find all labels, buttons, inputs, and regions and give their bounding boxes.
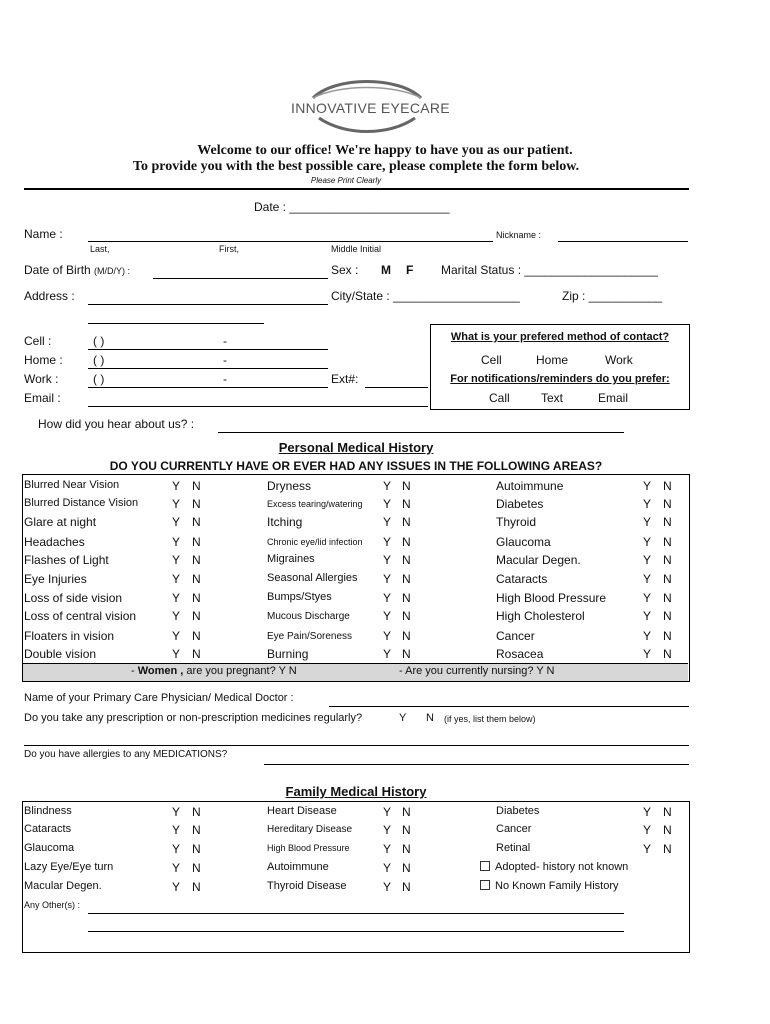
personal-yes-option[interactable]: Y	[172, 535, 181, 549]
personal-no-option[interactable]: N	[192, 591, 201, 605]
pregnancy-row-shade	[23, 663, 688, 681]
personal-yes-option[interactable]: Y	[383, 647, 392, 661]
work-input[interactable]	[88, 387, 328, 388]
personal-yes-option[interactable]: Y	[643, 553, 652, 567]
referral-label: How did you hear about us? :	[38, 417, 195, 431]
cell-area-code: ( )	[93, 334, 105, 348]
family-condition-label: Blindness	[24, 805, 72, 817]
personal-history-subtitle: DO YOU CURRENTLY HAVE OR EVER HAD ANY ISSUES IN THE FOLLOWING AREAS?	[109, 459, 603, 473]
personal-no-option[interactable]: N	[402, 553, 411, 567]
personal-no-option[interactable]: N	[663, 479, 672, 493]
personal-condition-label: Cancer	[496, 629, 535, 643]
personal-yes-option[interactable]: Y	[643, 515, 652, 529]
personal-yes-option[interactable]: Y	[643, 497, 652, 511]
contact-option-cell[interactable]: Cell	[481, 353, 502, 367]
personal-yes-option[interactable]: Y	[643, 629, 652, 643]
home-input[interactable]	[88, 368, 328, 369]
family-yes-option[interactable]: Y	[643, 823, 652, 837]
personal-no-option[interactable]: N	[663, 553, 672, 567]
notify-option-email[interactable]: Email	[598, 391, 629, 405]
sex-label: Sex :	[331, 263, 359, 277]
dob-input[interactable]	[153, 278, 328, 279]
personal-no-option[interactable]: N	[402, 497, 411, 511]
personal-yes-option[interactable]: Y	[383, 591, 392, 605]
personal-yes-option[interactable]: Y	[383, 497, 392, 511]
personal-yes-option[interactable]: Y	[172, 591, 181, 605]
nickname-label: Nickname :	[496, 230, 542, 240]
pregnancy-women-label: Women ,	[137, 665, 184, 677]
personal-no-option[interactable]: N	[192, 572, 201, 586]
personal-yes-option[interactable]: Y	[383, 535, 392, 549]
nickname-input[interactable]	[558, 241, 688, 242]
family-no-option[interactable]: N	[663, 823, 672, 837]
family-condition-label: Cataracts	[24, 823, 72, 835]
personal-condition-label: Glare at night	[24, 515, 97, 529]
zip-field[interactable]: Zip : ___________	[562, 289, 663, 303]
personal-no-option[interactable]: N	[402, 647, 411, 661]
personal-no-option[interactable]: N	[663, 572, 672, 586]
cell-dash: -	[223, 334, 227, 348]
personal-no-option[interactable]: N	[402, 591, 411, 605]
personal-condition-label: Seasonal Allergies	[267, 572, 358, 584]
personal-condition-label: Floaters in vision	[24, 629, 115, 643]
family-yes-option[interactable]: Y	[383, 823, 392, 837]
adopted-label: Adopted- history not known	[495, 861, 629, 873]
header-rule	[24, 188, 689, 190]
personal-condition-label: High Cholesterol	[496, 609, 585, 623]
contact-option-work[interactable]: Work	[605, 353, 633, 367]
personal-yes-option[interactable]: Y	[643, 609, 652, 623]
personal-no-option[interactable]: N	[663, 535, 672, 549]
family-no-option[interactable]: N	[663, 842, 672, 856]
home-dash: -	[223, 353, 227, 367]
family-history-title: Family Medical History	[285, 784, 427, 799]
nursing-question[interactable]: - Are you currently nursing? Y N	[399, 665, 555, 677]
referral-input[interactable]	[218, 432, 624, 433]
first-name-hint: First,	[219, 244, 239, 254]
personal-yes-option[interactable]: Y	[643, 479, 652, 493]
work-label: Work :	[24, 372, 59, 386]
personal-yes-option[interactable]: Y	[172, 647, 181, 661]
cell-label: Cell :	[24, 334, 52, 348]
personal-condition-label: High Blood Pressure	[496, 591, 607, 605]
personal-history-title: Personal Medical History	[278, 440, 434, 455]
family-yes-option[interactable]: Y	[643, 805, 652, 819]
personal-condition-label: Migraines	[267, 553, 315, 565]
ext-label: Ext#:	[331, 372, 359, 386]
dob-label	[24, 263, 130, 277]
notification-preference-question: For notifications/reminders do you prefer:	[450, 373, 670, 385]
family-condition-label: Hereditary Disease	[267, 824, 353, 835]
contact-option-home[interactable]: Home	[536, 353, 569, 367]
personal-no-option[interactable]: N	[402, 629, 411, 643]
personal-condition-label: Macular Degen.	[496, 553, 581, 567]
personal-yes-option[interactable]: Y	[172, 629, 181, 643]
personal-no-option[interactable]: N	[402, 535, 411, 549]
no-known-history-checkbox[interactable]	[480, 880, 490, 890]
pregnancy-question[interactable]	[131, 665, 297, 677]
allergies-question: Do you have allergies to any MEDICATIONS?	[24, 749, 228, 760]
other-conditions-input-1[interactable]	[88, 913, 624, 914]
family-condition-label: Autoimmune	[267, 861, 329, 873]
physician-label: Name of your Primary Care Physician/ Medical Doctor :	[24, 692, 294, 704]
print-clearly-note: Please Print Clearly	[310, 176, 382, 185]
email-label: Email :	[24, 391, 61, 405]
family-yes-option[interactable]: Y	[172, 805, 181, 819]
allergies-input[interactable]	[264, 764, 689, 765]
personal-condition-label: Thyroid	[496, 515, 537, 529]
middle-initial-hint: Middle Initial	[331, 244, 382, 254]
family-yes-option[interactable]: Y	[643, 842, 652, 856]
personal-yes-option[interactable]: Y	[383, 572, 392, 586]
work-area-code: ( )	[93, 372, 105, 386]
family-condition-label: Macular Degen.	[24, 880, 102, 892]
personal-condition-label: Mucous Discharge	[267, 611, 350, 622]
family-yes-option[interactable]: Y	[383, 880, 392, 894]
name-label: Name :	[24, 227, 63, 241]
personal-no-option[interactable]: N	[663, 629, 672, 643]
city-state-field[interactable]: City/State : ___________________	[331, 289, 520, 303]
family-no-option[interactable]: N	[192, 861, 201, 875]
personal-condition-label: Loss of side vision	[24, 591, 123, 605]
family-yes-option[interactable]: Y	[383, 861, 392, 875]
work-dash: -	[223, 372, 227, 386]
personal-yes-option[interactable]: Y	[172, 609, 181, 623]
personal-no-option[interactable]: N	[192, 553, 201, 567]
personal-condition-label: Rosacea	[496, 647, 544, 661]
personal-condition-label: Itching	[267, 515, 303, 529]
family-no-option[interactable]: N	[192, 880, 201, 894]
pregnancy-question-text: are you pregnant? Y N	[183, 665, 297, 677]
medications-list-input[interactable]	[24, 745, 689, 746]
personal-yes-option[interactable]: Y	[643, 591, 652, 605]
physician-input[interactable]	[329, 706, 689, 707]
ext-input[interactable]	[365, 387, 428, 388]
family-no-option[interactable]: N	[402, 842, 411, 856]
personal-condition-label: Autoimmune	[496, 479, 564, 493]
dob-format: (M/D/Y) :	[94, 266, 131, 276]
personal-condition-label: Blurred Near Vision	[24, 479, 120, 491]
personal-no-option[interactable]: N	[402, 572, 411, 586]
family-yes-option[interactable]: Y	[172, 880, 181, 894]
personal-yes-option[interactable]: Y	[172, 553, 181, 567]
marital-status-field[interactable]: Marital Status : ____________________	[441, 263, 658, 277]
family-yes-option[interactable]: Y	[383, 805, 392, 819]
logo-text: INNOVATIVE EYECARE	[291, 100, 450, 116]
personal-condition-label: Chronic eye/lid infection	[267, 537, 363, 547]
cell-input[interactable]	[88, 349, 328, 350]
personal-yes-option[interactable]: Y	[383, 629, 392, 643]
contact-method-question: What is your prefered method of contact?	[450, 331, 670, 343]
address-input[interactable]	[88, 304, 328, 305]
personal-no-option[interactable]: N	[192, 647, 201, 661]
address-label: Address :	[24, 289, 75, 303]
personal-no-option[interactable]: N	[192, 479, 201, 493]
personal-no-option[interactable]: N	[192, 629, 201, 643]
adopted-checkbox[interactable]	[480, 861, 490, 871]
email-input[interactable]	[88, 406, 428, 407]
personal-no-option[interactable]: N	[402, 479, 411, 493]
family-no-option[interactable]: N	[192, 823, 201, 837]
family-no-option[interactable]: N	[663, 805, 672, 819]
family-yes-option[interactable]: Y	[172, 842, 181, 856]
family-no-option[interactable]: N	[402, 880, 411, 894]
family-condition-label: Retinal	[496, 842, 531, 854]
dob-label-text: Date of Birth	[24, 263, 91, 277]
family-yes-option[interactable]: Y	[383, 842, 392, 856]
sex-female-option[interactable]: F	[406, 263, 414, 277]
personal-condition-label: Bumps/Styes	[267, 591, 332, 603]
personal-no-option[interactable]: N	[663, 497, 672, 511]
personal-yes-option[interactable]: Y	[172, 515, 181, 529]
personal-no-option[interactable]: N	[663, 647, 672, 661]
personal-no-option[interactable]: N	[402, 609, 411, 623]
personal-no-option[interactable]: N	[663, 515, 672, 529]
other-conditions-label: Any Other(s) :	[24, 900, 81, 910]
family-condition-label: Glaucoma	[24, 842, 75, 854]
family-yes-option[interactable]: Y	[172, 823, 181, 837]
personal-condition-label: Eye Injuries	[24, 572, 87, 586]
family-condition-label: Heart Disease	[267, 805, 337, 817]
home-label: Home :	[24, 353, 63, 367]
last-name-hint: Last,	[90, 244, 110, 254]
personal-condition-label: Double vision	[24, 647, 97, 661]
prescription-yes[interactable]: Y	[399, 712, 407, 724]
personal-condition-label: Diabetes	[496, 497, 544, 511]
no-known-history-option[interactable]	[480, 880, 618, 892]
notify-option-call[interactable]: Call	[489, 391, 510, 405]
personal-condition-label: Loss of central vision	[24, 609, 137, 623]
personal-no-option[interactable]: N	[192, 609, 201, 623]
personal-no-option[interactable]: N	[192, 497, 201, 511]
personal-yes-option[interactable]: Y	[643, 647, 652, 661]
family-condition-label: Diabetes	[496, 805, 540, 817]
home-area-code: ( )	[93, 353, 105, 367]
personal-yes-option[interactable]: Y	[383, 515, 392, 529]
personal-condition-label: Glaucoma	[496, 535, 551, 549]
welcome-line: Welcome to our office! We're happy to have you as our patient.	[197, 143, 573, 158]
personal-yes-option[interactable]: Y	[643, 535, 652, 549]
personal-condition-label: Eye Pain/Soreness	[267, 631, 353, 642]
personal-condition-label: Cataracts	[496, 572, 548, 586]
personal-yes-option[interactable]: Y	[383, 553, 392, 567]
personal-condition-label: Dryness	[267, 479, 312, 493]
family-condition-label: Thyroid Disease	[267, 880, 347, 892]
date-field[interactable]: Date : ________________________	[254, 200, 450, 214]
personal-yes-option[interactable]: Y	[383, 609, 392, 623]
family-no-option[interactable]: N	[192, 842, 201, 856]
personal-no-option[interactable]: N	[192, 535, 201, 549]
personal-no-option[interactable]: N	[402, 515, 411, 529]
personal-yes-option[interactable]: Y	[643, 572, 652, 586]
personal-condition-label: Blurred Distance Vision	[24, 497, 139, 509]
prescription-no[interactable]: N	[426, 712, 434, 724]
personal-condition-label: Flashes of Light	[24, 553, 109, 567]
adopted-option[interactable]	[480, 861, 628, 873]
sex-male-option[interactable]: M	[381, 263, 391, 277]
family-no-option[interactable]: N	[402, 805, 411, 819]
family-condition-label: Lazy Eye/Eye turn	[24, 861, 114, 873]
family-yes-option[interactable]: Y	[172, 861, 181, 875]
family-no-option[interactable]: N	[192, 805, 201, 819]
notify-option-text[interactable]: Text	[541, 391, 564, 405]
no-known-history-label: No Known Family History	[495, 880, 619, 892]
name-input[interactable]	[88, 241, 493, 242]
family-condition-label: Cancer	[496, 823, 532, 835]
address-line2-input[interactable]	[88, 323, 264, 324]
prescription-question: Do you take any prescription or non-prescription medicines regularly?	[24, 712, 363, 724]
personal-no-option[interactable]: N	[663, 609, 672, 623]
personal-yes-option[interactable]: Y	[172, 479, 181, 493]
personal-yes-option[interactable]: Y	[172, 497, 181, 511]
personal-no-option[interactable]: N	[192, 515, 201, 529]
personal-yes-option[interactable]: Y	[383, 479, 392, 493]
personal-yes-option[interactable]: Y	[172, 572, 181, 586]
family-condition-label: High Blood Pressure	[267, 843, 350, 853]
personal-no-option[interactable]: N	[663, 591, 672, 605]
personal-condition-label: Burning	[267, 647, 309, 661]
personal-condition-label: Excess tearing/watering	[267, 499, 363, 509]
instructions-line: To provide you with the best possible care, please complete the form below.	[132, 159, 580, 174]
family-no-option[interactable]: N	[402, 823, 411, 837]
family-no-option[interactable]: N	[402, 861, 411, 875]
pregnancy-prefix: -	[131, 665, 138, 677]
other-conditions-input-2[interactable]	[88, 931, 624, 932]
prescription-list-note: (if yes, list them below)	[444, 714, 536, 724]
personal-condition-label: Headaches	[24, 535, 85, 549]
